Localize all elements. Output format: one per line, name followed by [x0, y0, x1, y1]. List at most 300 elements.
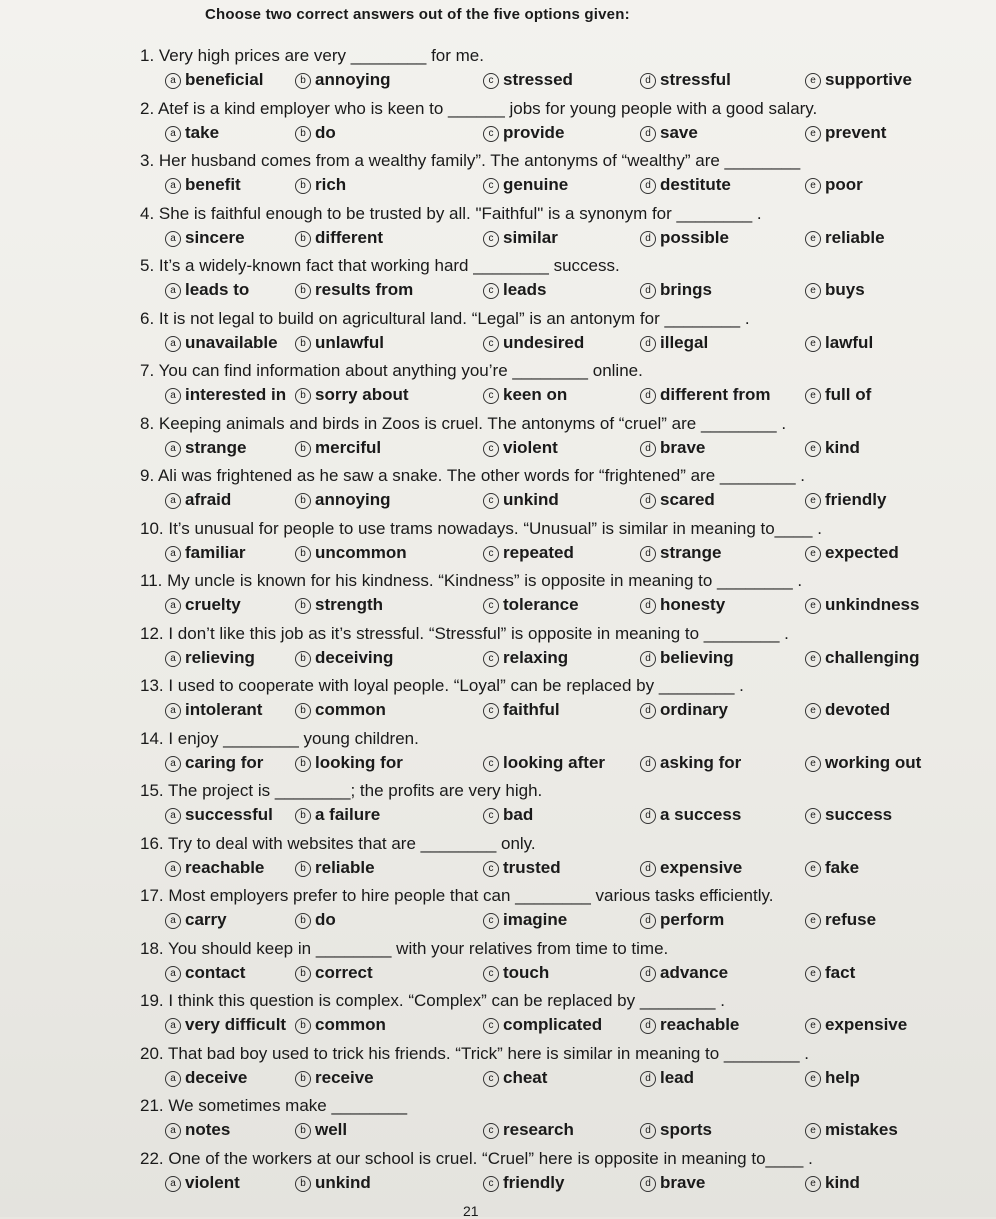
answer-option[interactable]	[483, 70, 573, 90]
option-letter: e	[805, 913, 821, 929]
option-letter: a	[165, 546, 181, 562]
answer-option[interactable]	[165, 175, 241, 195]
answer-option[interactable]	[805, 858, 859, 878]
answer-option[interactable]	[165, 438, 246, 458]
option-text: kind	[825, 437, 860, 457]
option-letter: e	[805, 126, 821, 142]
answer-option[interactable]	[165, 543, 245, 563]
option-letter: b	[295, 861, 311, 877]
option-text: common	[315, 700, 386, 719]
option-letter: e	[805, 388, 821, 404]
option-letter: d	[640, 703, 656, 719]
option-letter: e	[805, 73, 821, 89]
answer-option[interactable]	[165, 700, 262, 720]
option-letter: d	[640, 966, 656, 982]
option-text: relaxing	[503, 647, 569, 667]
option-letter: e	[805, 283, 821, 299]
option-letter: e	[805, 231, 821, 247]
answer-option[interactable]	[483, 910, 567, 930]
option-text: mistakes	[825, 1120, 898, 1139]
answer-option[interactable]	[640, 910, 724, 930]
answer-option[interactable]	[483, 175, 568, 195]
option-text: intolerant	[185, 700, 263, 719]
option-text: fact	[825, 962, 856, 982]
option-text: different	[315, 227, 383, 247]
answer-option[interactable]	[805, 543, 899, 563]
option-letter: b	[295, 913, 311, 929]
answer-option[interactable]	[805, 700, 890, 720]
option-text: deceiving	[315, 647, 394, 667]
answer-option[interactable]	[640, 805, 741, 825]
answer-option[interactable]	[295, 910, 336, 930]
answer-option[interactable]	[640, 700, 728, 720]
option-text: faithful	[503, 700, 560, 719]
option-letter: c	[483, 913, 499, 929]
answer-option[interactable]	[640, 280, 712, 300]
option-text: reliable	[825, 227, 885, 247]
option-letter: a	[165, 913, 181, 929]
answer-option[interactable]	[805, 648, 919, 668]
answer-option[interactable]	[805, 333, 873, 353]
answer-option[interactable]	[640, 1015, 739, 1035]
option-letter: e	[805, 861, 821, 877]
answer-option[interactable]	[640, 595, 725, 615]
option-letter: a	[165, 231, 181, 247]
option-letter: b	[295, 703, 311, 719]
option-text: lawful	[825, 332, 874, 352]
answer-option[interactable]	[640, 123, 698, 143]
question-stem: 4. She is faithful enough to be trusted by all. "Faithful" is a synonym for ________ .	[140, 203, 762, 223]
option-text: save	[660, 122, 698, 142]
option-text: receive	[315, 1067, 374, 1087]
answer-option[interactable]	[165, 858, 264, 878]
answer-option[interactable]	[295, 175, 346, 195]
answer-option[interactable]	[165, 1068, 247, 1088]
option-text: unkindness	[825, 595, 920, 614]
option-text: looking for	[315, 752, 403, 772]
question-stem: 9. Ali was frightened as he saw a snake. The other words for “frightened” are ________ .	[140, 466, 805, 485]
option-letter: c	[483, 388, 499, 404]
question-stem: 21. We sometimes make ________	[140, 1096, 408, 1115]
question-stem: 18. You should keep in ________ with your relatives from time to time.	[140, 938, 669, 958]
answer-option[interactable]	[165, 228, 245, 248]
answer-option[interactable]	[483, 543, 574, 563]
answer-option[interactable]	[483, 648, 568, 668]
option-letter: d	[640, 178, 656, 194]
option-letter: b	[295, 493, 311, 509]
answer-option[interactable]	[295, 280, 413, 300]
option-text: tolerance	[503, 595, 579, 614]
answer-option[interactable]	[805, 595, 919, 615]
option-text: imagine	[503, 910, 568, 929]
question-stem: 22. One of the workers at our school is cruel. “Cruel” here is opposite in meaning to____ .	[140, 1148, 813, 1168]
answer-option[interactable]	[805, 910, 876, 930]
option-letter: a	[165, 1071, 181, 1087]
option-letter: b	[295, 1123, 311, 1139]
answer-option[interactable]	[483, 805, 533, 825]
option-text: trusted	[503, 857, 561, 877]
option-text: touch	[503, 962, 550, 982]
answer-option[interactable]	[295, 1120, 347, 1140]
answer-option[interactable]	[165, 385, 286, 405]
answer-option[interactable]	[483, 700, 560, 720]
answer-option[interactable]	[295, 490, 391, 510]
answer-option[interactable]	[805, 280, 865, 300]
option-letter: e	[805, 966, 821, 982]
answer-option[interactable]	[165, 1173, 240, 1193]
option-letter: e	[805, 336, 821, 352]
option-letter: a	[165, 388, 181, 404]
option-letter: d	[640, 126, 656, 142]
option-text: fake	[825, 857, 860, 877]
option-text: help	[825, 1067, 860, 1087]
answer-option[interactable]	[165, 805, 273, 825]
option-text: a success	[660, 805, 742, 824]
answer-option[interactable]	[165, 1015, 286, 1035]
answer-option[interactable]	[295, 753, 403, 773]
option-letter: a	[165, 756, 181, 772]
answer-option[interactable]	[295, 805, 380, 825]
option-letter: c	[483, 861, 499, 877]
option-text: annoying	[315, 490, 391, 509]
option-text: supportive	[825, 70, 912, 89]
option-text: strange	[185, 437, 247, 457]
option-text: unkind	[315, 1172, 371, 1192]
answer-option[interactable]	[295, 858, 375, 878]
answer-option[interactable]	[165, 910, 227, 930]
option-letter: e	[805, 1018, 821, 1034]
answer-option[interactable]	[295, 70, 391, 90]
answer-option[interactable]	[640, 385, 771, 405]
answer-option[interactable]	[165, 490, 231, 510]
option-text: devoted	[825, 700, 891, 719]
option-text: violent	[503, 437, 558, 457]
answer-option[interactable]	[640, 858, 742, 878]
option-letter: c	[483, 703, 499, 719]
answer-option[interactable]	[295, 1173, 371, 1193]
option-text: working out	[825, 752, 922, 772]
option-text: ordinary	[660, 700, 729, 719]
option-text: uncommon	[315, 542, 407, 562]
option-letter: d	[640, 441, 656, 457]
question-stem: 10. It’s unusual for people to use trams nowadays. “Unusual” is similar in meaning to____ .	[140, 518, 822, 538]
option-letter: a	[165, 441, 181, 457]
answer-option[interactable]	[165, 1120, 230, 1140]
option-letter: d	[640, 756, 656, 772]
option-letter: c	[483, 1176, 499, 1192]
option-text: repeated	[503, 542, 574, 562]
answer-option[interactable]	[483, 333, 584, 353]
option-text: familiar	[185, 542, 246, 562]
option-text: unlawful	[315, 332, 384, 352]
option-letter: a	[165, 598, 181, 614]
option-letter: b	[295, 651, 311, 667]
answer-option[interactable]	[295, 1015, 386, 1035]
answer-option[interactable]	[295, 700, 386, 720]
option-text: do	[315, 910, 336, 929]
question-stem: 16. Try to deal with websites that are ________ only.	[140, 833, 536, 853]
option-text: refuse	[825, 910, 877, 929]
answer-option[interactable]	[805, 753, 921, 773]
option-text: take	[185, 122, 220, 142]
option-text: provide	[503, 122, 565, 142]
option-text: full of	[825, 385, 872, 404]
option-letter: c	[483, 1123, 499, 1139]
option-letter: a	[165, 808, 181, 824]
answer-option[interactable]	[483, 1068, 547, 1088]
answer-option[interactable]	[640, 175, 731, 195]
option-text: challenging	[825, 647, 920, 667]
option-letter: e	[805, 546, 821, 562]
answer-option[interactable]	[483, 1173, 564, 1193]
answer-option[interactable]	[295, 333, 384, 353]
option-text: carry	[185, 910, 227, 929]
answer-option[interactable]	[295, 123, 336, 143]
option-letter: d	[640, 808, 656, 824]
option-text: buys	[825, 280, 865, 299]
question-stem: 7. You can find information about anything you’re ________ online.	[140, 361, 643, 380]
option-letter: d	[640, 388, 656, 404]
option-text: stressful	[660, 70, 731, 89]
option-text: cheat	[503, 1067, 548, 1087]
option-letter: c	[483, 73, 499, 89]
option-text: cruelty	[185, 595, 241, 614]
option-text: reachable	[185, 857, 265, 877]
option-letter: b	[295, 756, 311, 772]
answer-option[interactable]	[640, 1068, 694, 1088]
answer-option[interactable]	[165, 595, 241, 615]
option-letter: b	[295, 1176, 311, 1192]
option-text: illegal	[660, 332, 709, 352]
answer-option[interactable]	[640, 70, 731, 90]
option-letter: d	[640, 73, 656, 89]
option-letter: c	[483, 756, 499, 772]
option-letter: d	[640, 493, 656, 509]
option-text: common	[315, 1015, 386, 1034]
answer-option[interactable]	[295, 648, 393, 668]
answer-option[interactable]	[640, 753, 741, 773]
answer-option[interactable]	[483, 490, 559, 510]
option-text: annoying	[315, 70, 391, 89]
answer-option[interactable]	[805, 1015, 907, 1035]
answer-option[interactable]	[483, 753, 605, 773]
option-text: stressed	[503, 70, 573, 89]
answer-option[interactable]	[483, 1015, 602, 1035]
answer-option[interactable]	[295, 543, 407, 563]
option-text: strength	[315, 595, 383, 614]
answer-option[interactable]	[483, 123, 564, 143]
option-text: brave	[660, 437, 706, 457]
option-letter: a	[165, 73, 181, 89]
option-letter: b	[295, 126, 311, 142]
answer-option[interactable]	[483, 963, 549, 983]
option-letter: d	[640, 1071, 656, 1087]
answer-option[interactable]	[483, 228, 558, 248]
option-letter: d	[640, 861, 656, 877]
option-text: contact	[185, 962, 246, 982]
option-text: poor	[825, 175, 863, 194]
option-letter: e	[805, 651, 821, 667]
answer-option[interactable]	[805, 805, 892, 825]
option-text: expensive	[825, 1015, 908, 1034]
answer-option[interactable]	[295, 1068, 374, 1088]
option-letter: a	[165, 1018, 181, 1034]
option-letter: b	[295, 73, 311, 89]
option-letter: b	[295, 336, 311, 352]
option-letter: e	[805, 808, 821, 824]
option-letter: d	[640, 598, 656, 614]
option-text: leads	[503, 280, 547, 299]
answer-option[interactable]	[165, 280, 249, 300]
answer-option[interactable]	[483, 438, 558, 458]
answer-option[interactable]	[805, 385, 871, 405]
answer-option[interactable]	[295, 228, 383, 248]
option-letter: b	[295, 283, 311, 299]
answer-option[interactable]	[165, 333, 278, 353]
option-text: genuine	[503, 175, 569, 194]
option-text: well	[315, 1120, 348, 1139]
option-letter: e	[805, 756, 821, 772]
option-text: complicated	[503, 1015, 603, 1034]
question-stem: 15. The project is ________; the profits are very high.	[140, 781, 543, 800]
answer-option[interactable]	[483, 858, 561, 878]
option-letter: a	[165, 283, 181, 299]
option-text: unkind	[503, 490, 559, 509]
option-letter: b	[295, 388, 311, 404]
answer-option[interactable]	[165, 753, 263, 773]
option-letter: b	[295, 966, 311, 982]
option-text: sorry about	[315, 385, 409, 404]
answer-option[interactable]	[483, 1120, 574, 1140]
option-letter: b	[295, 1071, 311, 1087]
answer-option[interactable]	[640, 648, 734, 668]
option-text: research	[503, 1120, 574, 1139]
option-text: sports	[660, 1120, 712, 1139]
option-letter: b	[295, 441, 311, 457]
option-letter: c	[483, 178, 499, 194]
question-stem: 19. I think this question is complex. “Complex” can be replaced by ________ .	[140, 991, 725, 1010]
option-letter: b	[295, 178, 311, 194]
option-letter: d	[640, 283, 656, 299]
question-stem: 3. Her husband comes from a wealthy family”. The antonyms of “wealthy” are ________	[140, 151, 801, 170]
option-letter: a	[165, 1176, 181, 1192]
option-letter: e	[805, 598, 821, 614]
option-text: looking after	[503, 752, 606, 772]
answer-option[interactable]	[165, 648, 255, 668]
answer-option[interactable]	[805, 175, 863, 195]
answer-option[interactable]	[805, 123, 886, 143]
answer-option[interactable]	[295, 963, 373, 983]
answer-option[interactable]	[805, 1173, 860, 1193]
option-text: keen on	[503, 385, 568, 404]
option-text: undesired	[503, 332, 585, 352]
question-stem: 17. Most employers prefer to hire people that can ________ various tasks efficiently.	[140, 886, 774, 905]
option-text: perform	[660, 910, 725, 929]
option-letter: c	[483, 1071, 499, 1087]
option-text: bad	[503, 805, 534, 824]
answer-option[interactable]	[805, 70, 912, 90]
answer-option[interactable]	[640, 963, 728, 983]
option-letter: a	[165, 336, 181, 352]
option-letter: c	[483, 231, 499, 247]
question-stem: 20. That bad boy used to trick his friends. “Trick” here is similar in meaning to ________ .	[140, 1043, 809, 1063]
option-text: sincere	[185, 227, 245, 247]
answer-option[interactable]	[640, 438, 705, 458]
option-text: possible	[660, 227, 729, 247]
answer-option[interactable]	[295, 385, 409, 405]
answer-option[interactable]	[483, 595, 579, 615]
option-letter: b	[295, 1018, 311, 1034]
answer-option[interactable]	[640, 543, 721, 563]
answer-option[interactable]	[165, 963, 245, 983]
option-text: prevent	[825, 122, 887, 142]
answer-option[interactable]	[165, 123, 219, 143]
option-letter: a	[165, 966, 181, 982]
option-text: expected	[825, 542, 899, 562]
option-text: friendly	[825, 490, 887, 509]
option-letter: e	[805, 178, 821, 194]
option-text: kind	[825, 1172, 860, 1192]
option-letter: d	[640, 336, 656, 352]
option-text: a failure	[315, 805, 381, 824]
option-text: strange	[660, 542, 722, 562]
answer-option[interactable]	[165, 70, 263, 90]
option-letter: a	[165, 1123, 181, 1139]
option-letter: b	[295, 808, 311, 824]
option-letter: c	[483, 441, 499, 457]
answer-option[interactable]	[640, 1173, 705, 1193]
option-letter: a	[165, 861, 181, 877]
answer-option[interactable]	[483, 280, 546, 300]
option-text: merciful	[315, 437, 382, 457]
option-letter: c	[483, 1018, 499, 1034]
option-text: benefit	[185, 175, 241, 194]
option-letter: c	[483, 283, 499, 299]
page-number: 21	[463, 1203, 479, 1219]
answer-option[interactable]	[805, 490, 886, 510]
question-stem: 6. It is not legal to build on agricultural land. “Legal” is an antonym for ________ .	[140, 308, 750, 328]
option-text: interested in	[185, 385, 287, 404]
option-letter: b	[295, 231, 311, 247]
option-text: asking for	[660, 752, 742, 772]
option-text: correct	[315, 962, 373, 982]
answer-option[interactable]	[640, 333, 708, 353]
answer-option[interactable]	[640, 1120, 712, 1140]
option-text: honesty	[660, 595, 726, 614]
answer-option[interactable]	[483, 385, 567, 405]
option-letter: e	[805, 441, 821, 457]
answer-option[interactable]	[805, 438, 860, 458]
answer-option[interactable]	[640, 490, 715, 510]
answer-option[interactable]	[295, 438, 381, 458]
option-text: results from	[315, 280, 414, 299]
option-text: deceive	[185, 1067, 248, 1087]
option-letter: d	[640, 651, 656, 667]
option-letter: b	[295, 546, 311, 562]
answer-option[interactable]	[295, 595, 383, 615]
answer-option[interactable]	[805, 1068, 860, 1088]
question-stem: 13. I used to cooperate with loyal people. “Loyal” can be replaced by ________ .	[140, 676, 744, 695]
question-stem: 12. I don’t like this job as it’s stressful. “Stressful” is opposite in meaning to ________ .	[140, 623, 789, 643]
answer-option[interactable]	[805, 963, 855, 983]
option-letter: c	[483, 651, 499, 667]
answer-option[interactable]	[640, 228, 729, 248]
question-stem: 5. It’s a widely-known fact that working hard ________ success.	[140, 256, 620, 275]
answer-option[interactable]	[805, 228, 885, 248]
option-letter: c	[483, 336, 499, 352]
answer-option[interactable]	[805, 1120, 898, 1140]
option-text: advance	[660, 962, 729, 982]
